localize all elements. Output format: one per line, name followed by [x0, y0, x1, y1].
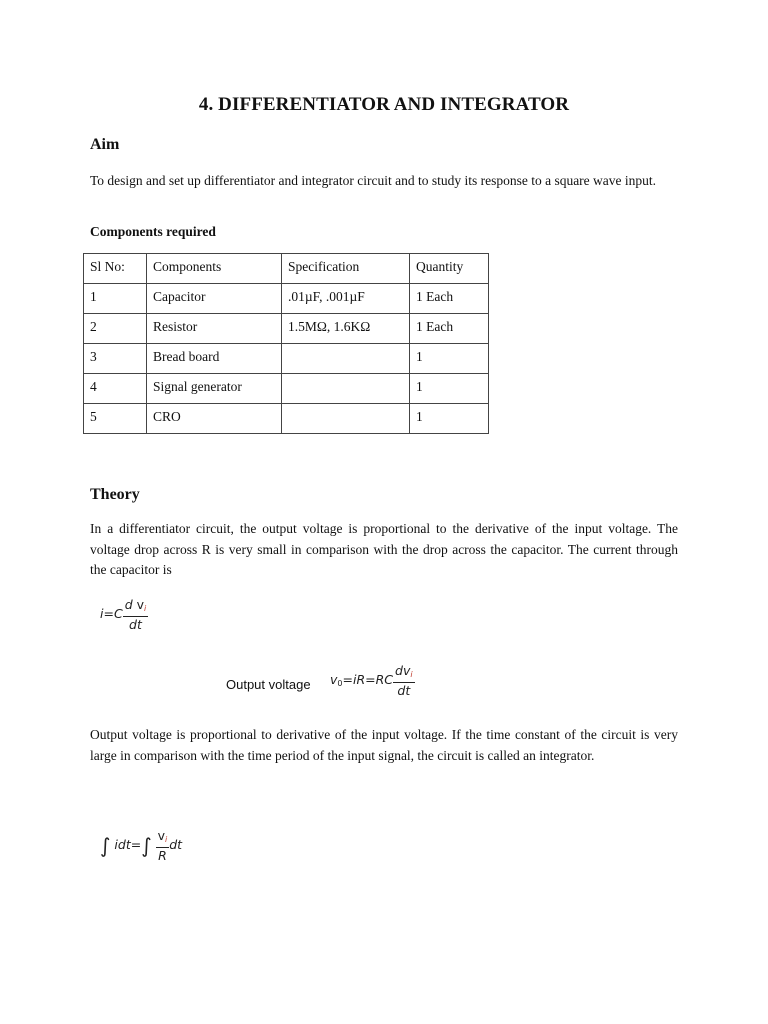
integral-sign-icon: ∫	[141, 833, 152, 858]
cell-quantity: 1 Each	[410, 284, 489, 314]
eq2-mid: =iR=RC	[342, 672, 394, 687]
output-voltage-equation	[330, 663, 415, 698]
cell-sl-no: 2	[84, 314, 147, 344]
eq3-fraction	[156, 828, 170, 863]
eq1-den: dt	[129, 617, 142, 632]
header-specification: Specification	[282, 254, 410, 284]
header-quantity: Quantity	[410, 254, 489, 284]
eq2-num-sub: i	[410, 670, 413, 679]
cell-component: Bread board	[147, 344, 282, 374]
eq3-num-sub: i	[165, 835, 168, 844]
eq1-num-v: v	[136, 597, 145, 612]
integrator-equation	[100, 828, 182, 863]
cell-quantity: 1 Each	[410, 314, 489, 344]
cell-component: Resistor	[147, 314, 282, 344]
table-row	[84, 374, 489, 404]
eq3-den: R	[158, 848, 167, 863]
integrator-paragraph: Output voltage is proportional to derivative of the input voltage. If the time constant of the circuit is very large in comparison with the time period of the input signal, the circuit is called an integrator.	[90, 727, 678, 763]
table-row	[84, 314, 489, 344]
eq2-fraction	[393, 663, 415, 698]
eq2-num-dv: dv	[395, 663, 411, 678]
eq1-fraction	[123, 597, 149, 632]
components-heading: Components required	[90, 224, 216, 239]
cell-specification: 1.5MΩ, 1.6KΩ	[282, 314, 410, 344]
theory-paragraph: In a differentiator circuit, the output voltage is proportional to the derivative of the input voltage. The voltage drop across R is very small in comparison with the drop across the capacitor. The current through the capacitor is	[90, 521, 678, 577]
table-row	[84, 284, 489, 314]
cell-quantity: 1	[410, 344, 489, 374]
eq2-den: dt	[397, 683, 411, 698]
integral-sign-icon: ∫	[100, 833, 111, 858]
cell-specification	[282, 344, 410, 374]
cell-sl-no: 1	[84, 284, 147, 314]
cell-component: Signal generator	[147, 374, 282, 404]
page-title: 4. DIFFERENTIATOR AND INTEGRATOR	[198, 94, 570, 115]
output-voltage-label: Output voltage	[226, 677, 311, 692]
header-components: Components	[147, 254, 282, 284]
table-row	[84, 344, 489, 374]
theory-heading: Theory	[90, 486, 140, 503]
cell-specification: .01µF, .001µF	[282, 284, 410, 314]
cell-specification	[282, 374, 410, 404]
aim-text: To design and set up differentiator and integrator circuit and to study its response to a square wave input.	[90, 173, 657, 188]
table-row	[84, 404, 489, 434]
eq3-num-v: v	[157, 828, 166, 843]
eq3-lhs: idt=	[114, 837, 142, 852]
components-table	[83, 253, 489, 434]
current-equation	[100, 597, 148, 632]
header-sl-no: Sl No:	[84, 254, 147, 284]
eq1-num-d: d	[124, 597, 133, 612]
cell-sl-no: 3	[84, 344, 147, 374]
table-header-row	[84, 254, 489, 284]
aim-heading: Aim	[90, 136, 120, 153]
cell-component: Capacitor	[147, 284, 282, 314]
eq2-lhs: v	[330, 672, 338, 687]
eq3-tail: dt	[169, 837, 183, 852]
eq1-lhs: i=C	[100, 606, 123, 621]
cell-quantity: 1	[410, 404, 489, 434]
cell-specification	[282, 404, 410, 434]
cell-sl-no: 4	[84, 374, 147, 404]
cell-sl-no: 5	[84, 404, 147, 434]
eq2-lhs-sub: 0	[337, 679, 343, 688]
cell-component: CRO	[147, 404, 282, 434]
eq1-num-sub: i	[144, 604, 147, 613]
cell-quantity: 1	[410, 374, 489, 404]
